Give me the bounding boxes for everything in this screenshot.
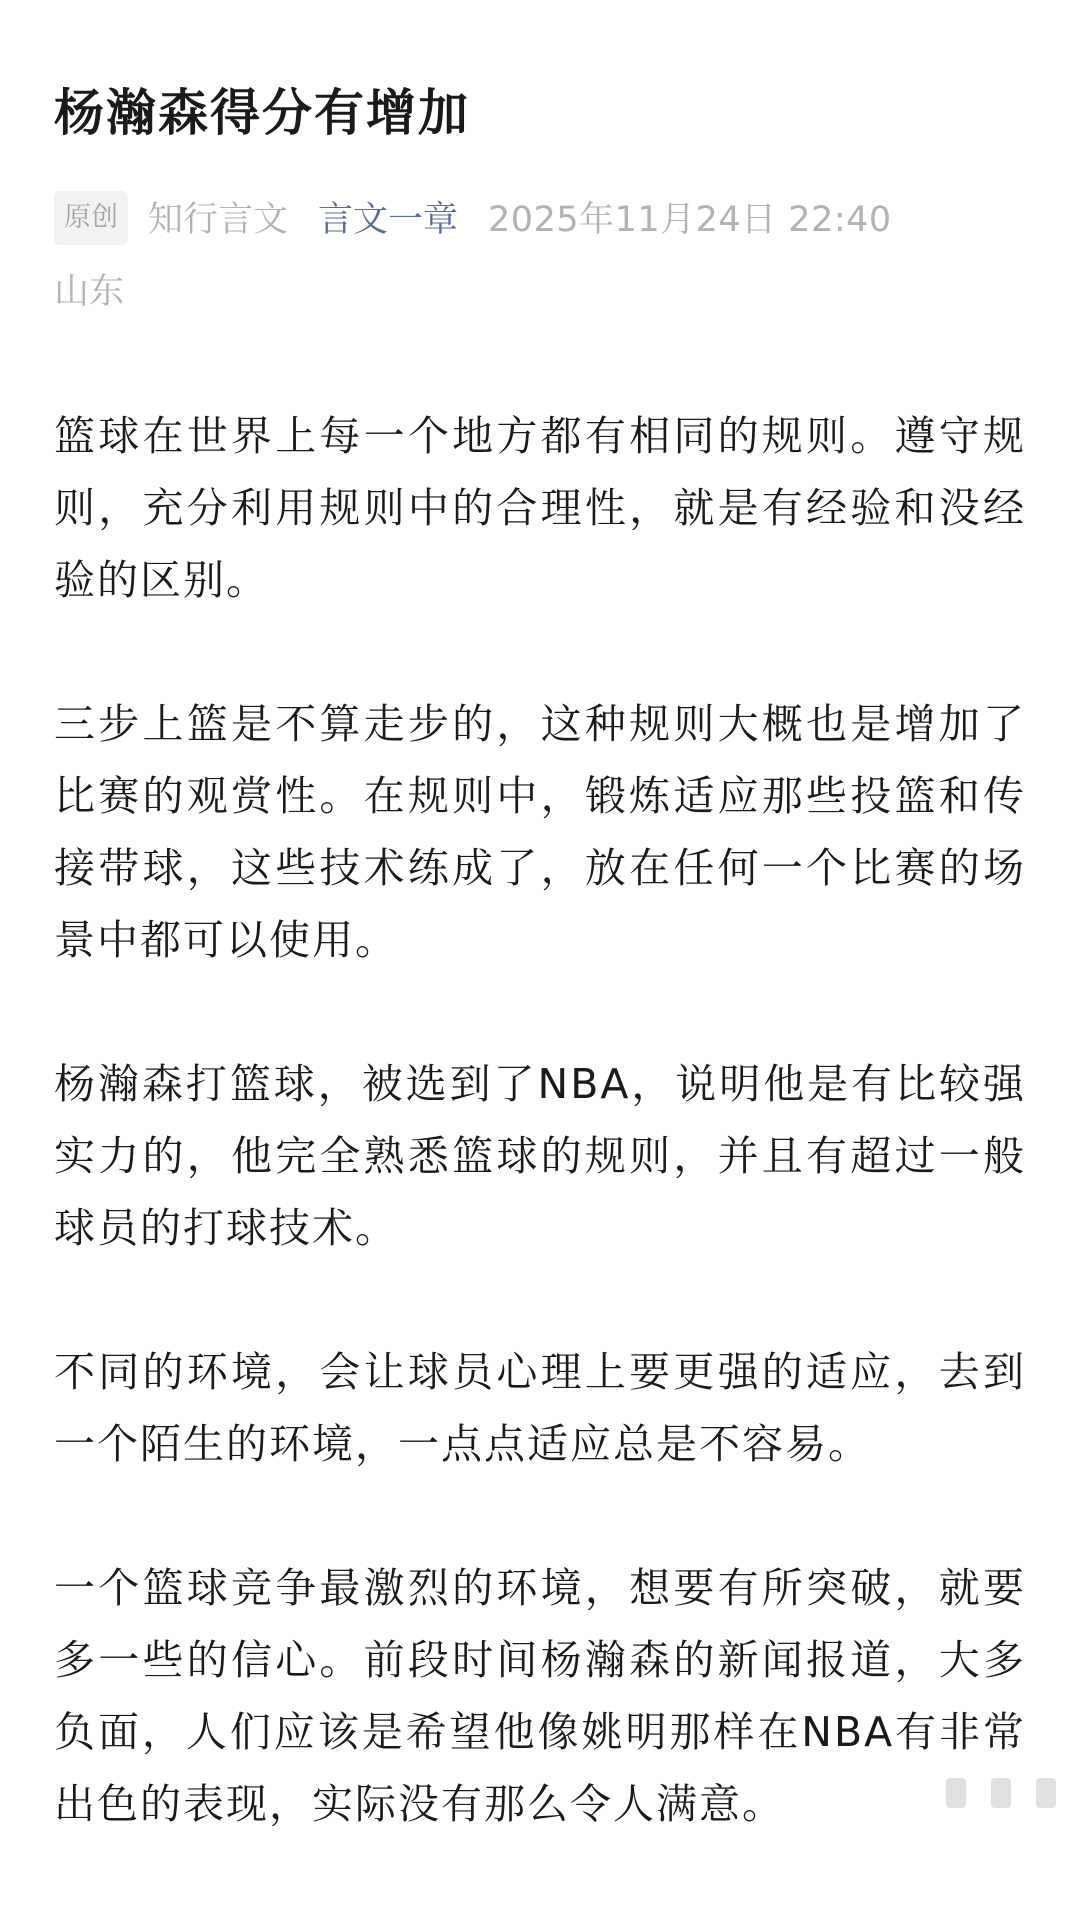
publish-date: 2025年11月24日 22:40	[488, 200, 892, 240]
article-content	[54, 400, 1026, 1912]
article-title: 杨瀚森得分有增加	[54, 84, 470, 142]
watermark-glyph	[1036, 1778, 1056, 1808]
paragraph-5: 一个篮球竞争最激烈的环境，想要有所突破，就要多一些的信心。前段时间杨瀚森的新闻报道，大多负面，人们应该是希望他像姚明那样在NBA有非常出色的表现，实际没有那么令人满意。	[54, 1564, 1026, 1828]
account-link[interactable]: 言文一章	[318, 200, 459, 240]
watermark-glyph	[991, 1778, 1011, 1808]
paragraph-2: 三步上篮是不算走步的，这种规则大概也是增加了比赛的观赏性。在规则中，锻炼适应那些投篮和传接带球，这些技术练成了，放在任何一个比赛的场景中都可以使用。	[54, 700, 1026, 964]
original-badge: 原创	[54, 191, 128, 245]
paragraph-3: 杨瀚森打篮球，被选到了NBA，说明他是有比较强实力的，他完全熟悉篮球的规则，并且有超过一般球员的打球技术。	[54, 1060, 1026, 1252]
watermark-glyph	[946, 1778, 966, 1808]
author-name: 知行言文	[148, 200, 289, 240]
paragraph-4: 不同的环境，会让球员心理上要更强的适应，去到一个陌生的环境，一点点适应总是不容易。	[54, 1348, 1026, 1468]
article-meta	[54, 184, 1026, 328]
watermark-icon	[946, 1771, 1056, 1815]
paragraph-1: 篮球在世界上每一个地方都有相同的规则。遵守规则，充分利用规则中的合理性，就是有经验和没经验的区别。	[54, 412, 1026, 604]
publish-location: 山东	[54, 272, 125, 312]
